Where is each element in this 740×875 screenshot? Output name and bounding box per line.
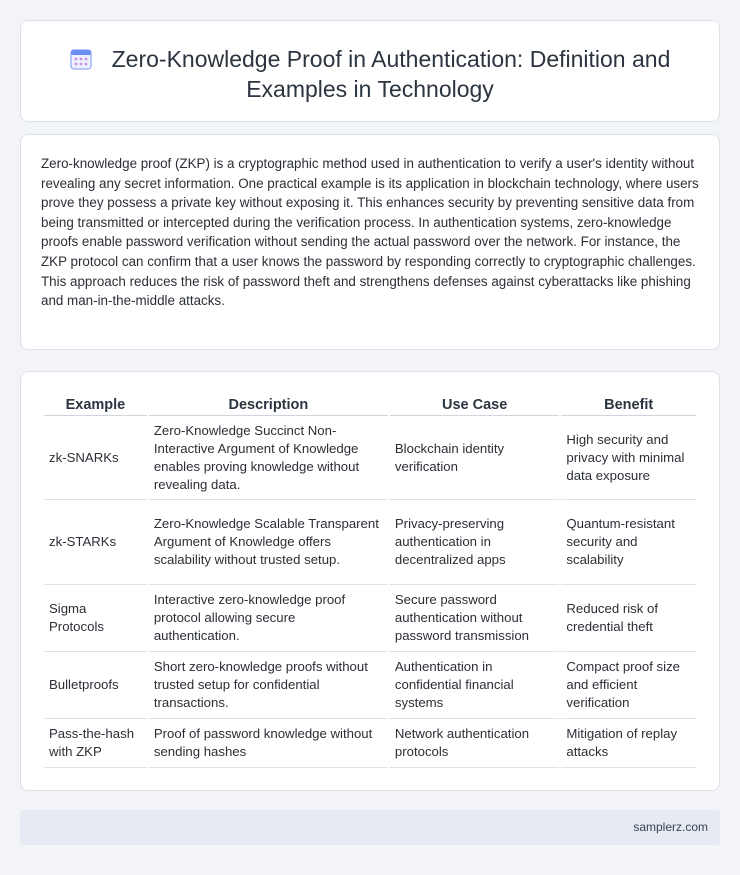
intro-card	[20, 134, 720, 350]
cell-description: Zero-Knowledge Succinct Non-Interactive Argument of Knowledge enables proving knowledge without revealing data.	[149, 416, 388, 500]
cell-example: Pass-the-hash with ZKP	[44, 719, 147, 768]
intro-paragraph: Zero-knowledge proof (ZKP) is a cryptographic method used in authentication to verify a user's identity without revealing any secret information. One practical example is its application in blockchain technology, where users prove they possess a private key without exposing it. This enhances security by preventing sensitive data from being transmitted or intercepted during the verification process. In authentication systems, zero-knowledge proofs enable password verification without sending the actual password over the network. For instance, the ZKP protocol can confirm that a user knows the password by responding correctly to cryptographic challenges. This approach reduces the risk of password theft and strengthens defenses against cyberattacks like phishing and man-in-the-middle attacks.	[41, 156, 699, 309]
cell-description: Interactive zero-knowledge proof protocol allowing secure authentication.	[149, 585, 388, 652]
examples-table	[42, 394, 698, 768]
title-card	[20, 20, 720, 122]
cell-benefit: Quantum-resistant security and scalability	[561, 500, 696, 585]
cell-example: zk-STARKs	[44, 500, 147, 585]
cell-use-case: Blockchain identity verification	[390, 416, 560, 500]
cell-example: zk-SNARKs	[44, 416, 147, 500]
cell-use-case: Privacy-preserving authentication in decentralized apps	[390, 500, 560, 585]
calendar-grid-icon	[70, 48, 92, 70]
table-header-row	[44, 394, 696, 416]
cell-example: Bulletproofs	[44, 652, 147, 719]
table-row	[44, 585, 696, 652]
title-wrap	[21, 44, 719, 104]
page-title	[21, 44, 719, 104]
cell-benefit: Compact proof size and efficient verification	[561, 652, 696, 719]
cell-use-case: Authentication in confidential financial systems	[390, 652, 560, 719]
cell-description: Proof of password knowledge without sending hashes	[149, 719, 388, 768]
cell-benefit: Reduced risk of credential theft	[561, 585, 696, 652]
column-header-use-case: Use Case	[390, 394, 560, 416]
footer-site-link[interactable]: samplerz.com	[633, 820, 708, 834]
column-header-description: Description	[149, 394, 388, 416]
table-card	[20, 371, 720, 791]
cell-description: Zero-Knowledge Scalable Transparent Argument of Knowledge offers scalability without trusted setup.	[149, 500, 388, 585]
cell-description: Short zero-knowledge proofs without trusted setup for confidential transactions.	[149, 652, 388, 719]
table-row	[44, 500, 696, 585]
table-row	[44, 652, 696, 719]
cell-use-case: Secure password authentication without password transmission	[390, 585, 560, 652]
table-row	[44, 416, 696, 500]
cell-use-case: Network authentication protocols	[390, 719, 560, 768]
cell-benefit: High security and privacy with minimal data exposure	[561, 416, 696, 500]
cell-benefit: Mitigation of replay attacks	[561, 719, 696, 768]
column-header-example: Example	[44, 394, 147, 416]
column-header-benefit: Benefit	[561, 394, 696, 416]
cell-example: Sigma Protocols	[44, 585, 147, 652]
footer-bar	[20, 810, 720, 845]
table-row	[44, 719, 696, 768]
page-title-text: Zero-Knowledge Proof in Authentication: Definition and Examples in Technology	[111, 46, 671, 102]
